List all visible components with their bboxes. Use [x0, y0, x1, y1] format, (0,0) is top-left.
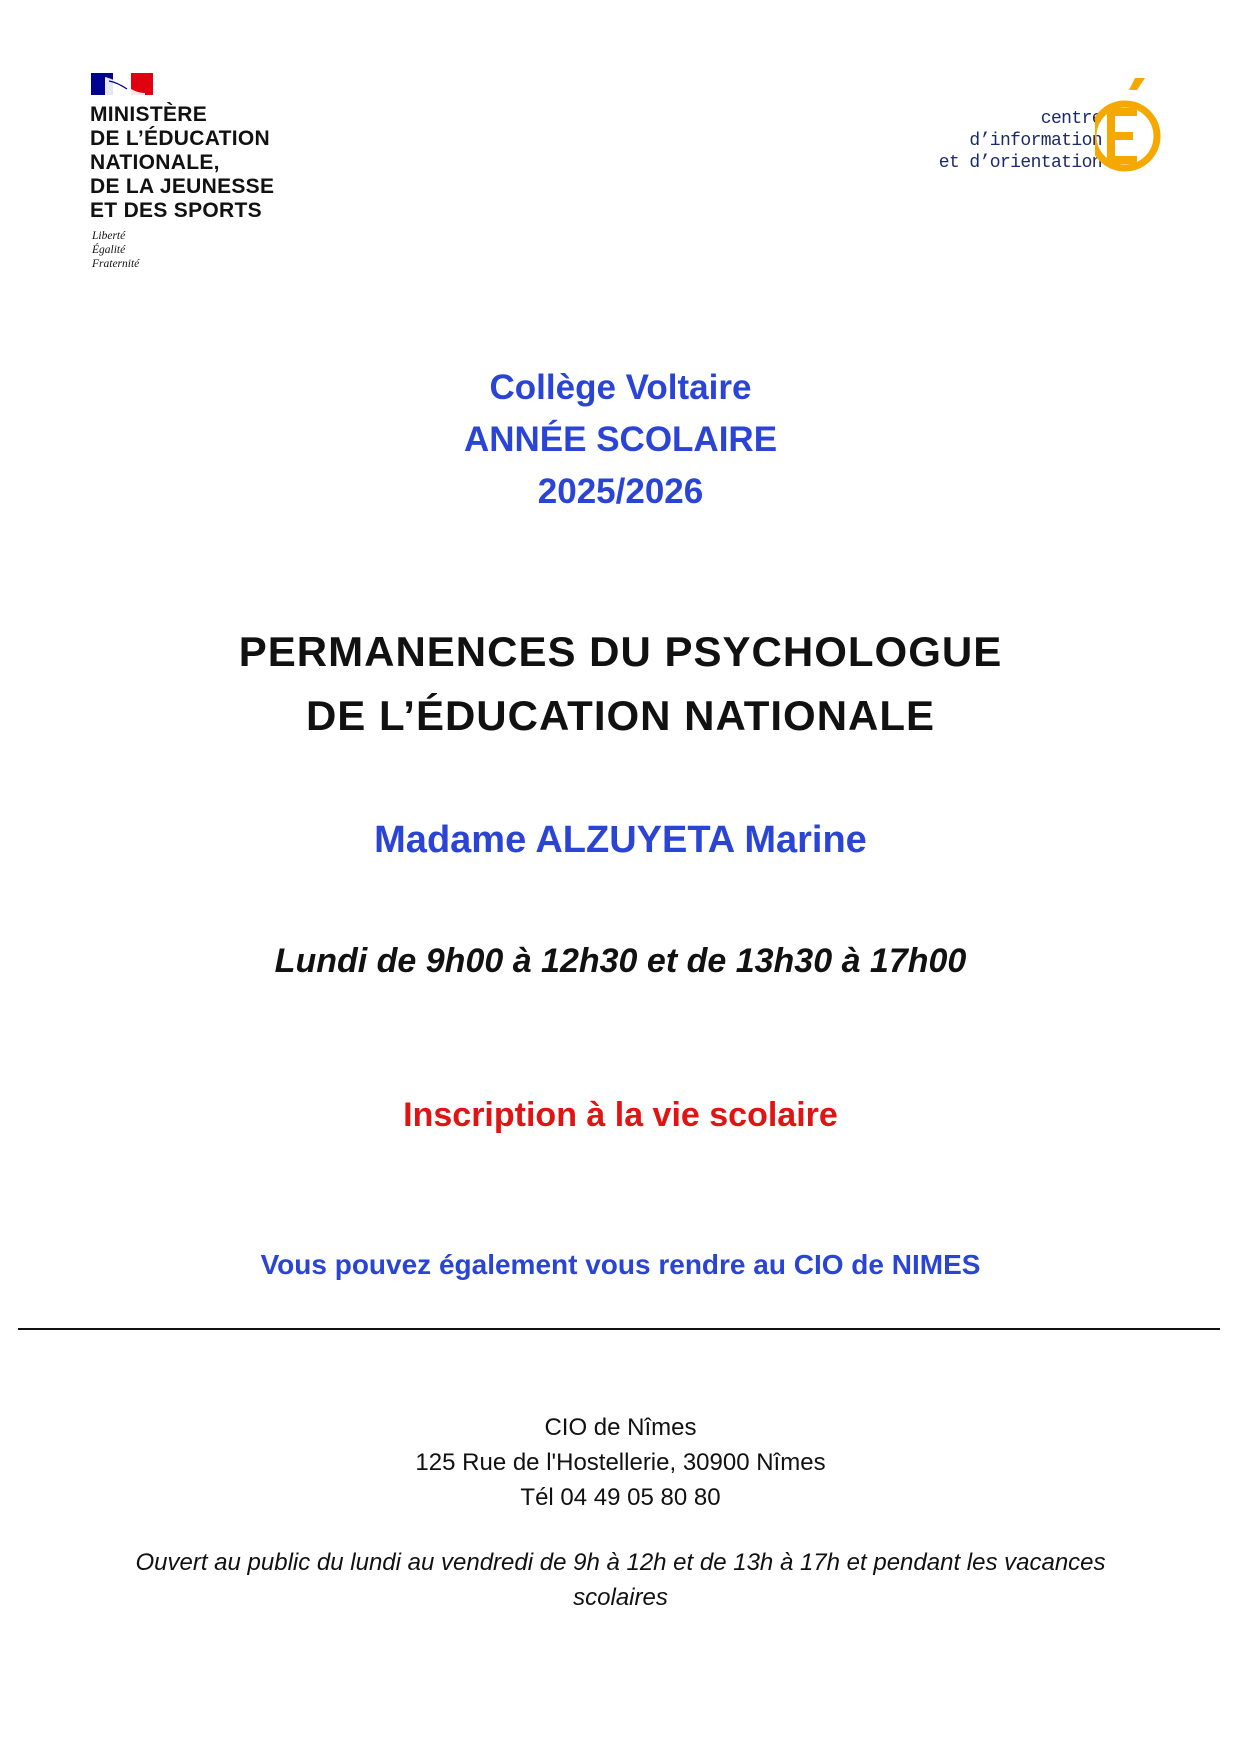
college-name: Collège Voltaire: [489, 368, 752, 407]
cio-street: 125 Rue de l'Hostellerie, 30900 Nîmes: [415, 1449, 826, 1476]
cio-logo-text: centre d’information et d’orientation: [938, 109, 1102, 173]
cio-address: [0, 1410, 1241, 1515]
title-line-1: PERMANENCES DU PSYCHOLOGUE: [238, 628, 1003, 675]
cio-note: Vous pouvez également vous rendre au CIO de NIMES: [260, 1249, 981, 1280]
psychologist-name: Madame ALZUYETA Marine: [374, 819, 867, 861]
ministry-motto: Liberté Égalité Fraternité: [92, 230, 140, 270]
page-title: [0, 620, 1241, 748]
cio-name: CIO de Nîmes: [544, 1414, 697, 1441]
cio-logo: [930, 74, 1162, 178]
ministry-name: MINISTÈRE DE L’ÉDUCATION NATIONALE, DE LA JEUNESSE ET DES SPORTS: [90, 103, 275, 222]
ministry-flag-logo: [91, 73, 153, 95]
opening-hours: Ouvert au public du lundi au vendredi de 9h à 12h et de 13h à 17h et pendant les vacances scolaires: [135, 1549, 1106, 1611]
divider: [18, 1328, 1220, 1330]
college-block: [0, 362, 1241, 518]
title-line-2: DE L’ÉDUCATION NATIONALE: [305, 692, 936, 739]
cio-e-logo-icon: [1095, 74, 1165, 178]
school-year-label: ANNÉE SCOLAIRE: [463, 420, 778, 459]
inscription-note: Inscription à la vie scolaire: [403, 1096, 838, 1134]
cio-phone: Tél 04 49 05 80 80: [520, 1484, 721, 1511]
schedule: Lundi de 9h00 à 12h30 et de 13h30 à 17h00: [274, 942, 967, 980]
school-year: 2025/2026: [537, 472, 704, 511]
